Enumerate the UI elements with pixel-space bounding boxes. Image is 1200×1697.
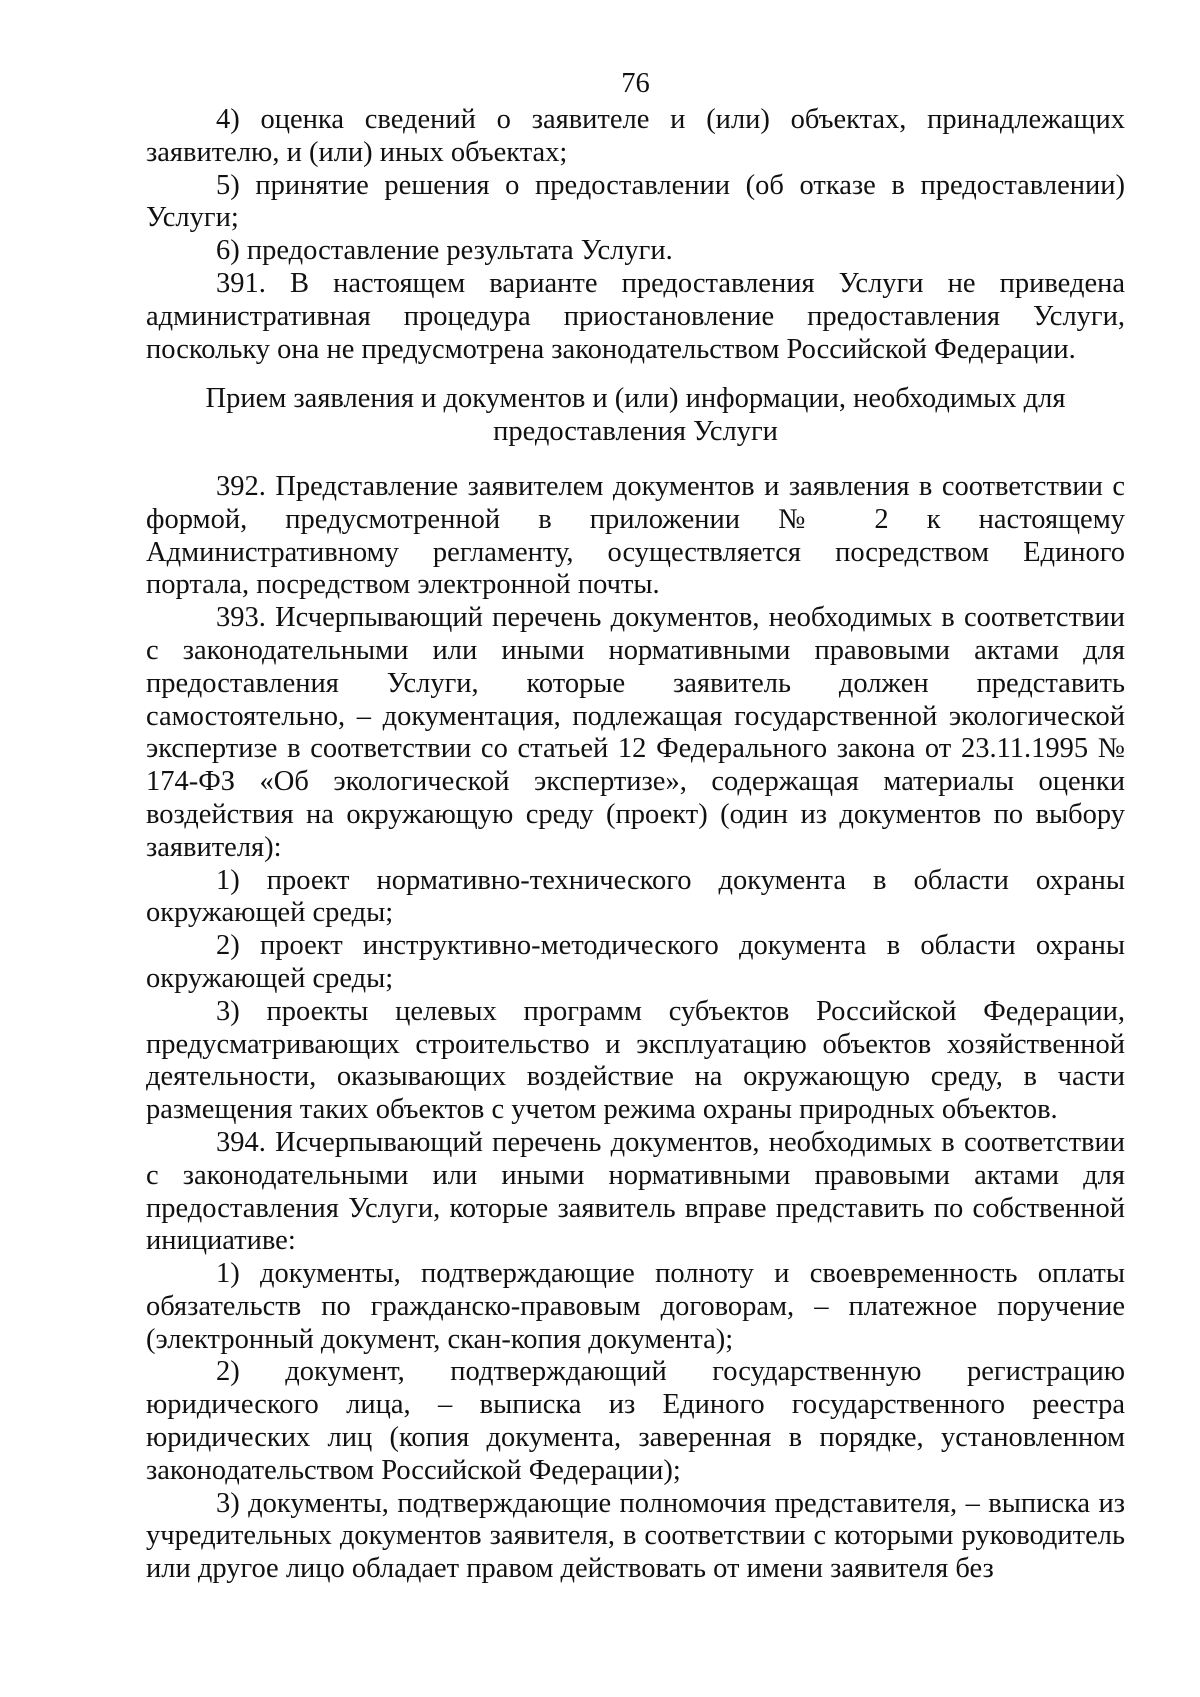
page-number: 76 — [621, 68, 650, 99]
document-page — [146, 68, 1125, 1586]
paragraph-393-item-3: 3) проекты целевых программ субъектов Российской Федерации, предусматривающих строительство и эксплуатацию объектов хозяйственной деятельности, оказывающих воздействие на окружающую среду, в части размещения таких объектов с учетом режима охраны природных объектов. — [146, 995, 1125, 1126]
list-item-6: 6) предоставление результата Услуги. — [216, 235, 673, 267]
paragraph-391: 391. В настоящем варианте предоставления Услуги не приведена административная процедура приостановление предоставления Услуги, поскольку она не предусмотрена законодательством Российской Федерации. — [146, 267, 1125, 365]
list-item-5: 5) принятие решения о предоставлении (об отказе в предоставлении) Услуги; — [146, 169, 1125, 234]
section-heading: Прием заявления и документов и (или) информации, необходимых для предоставления Услуги — [205, 383, 1066, 448]
paragraph-392: 392. Представление заявителем документов и заявления в соответствии с формой, предусмотренной в приложении № 2 к настоящему Административному регламенту, осуществляется посредством Единого портала, посредством электронной почты. — [146, 470, 1125, 601]
paragraph-393: 393. Исчерпывающий перечень документов, необходимых в соответствии с законодательными или иными нормативными правовыми актами для предоставления Услуги, которые заявитель должен представить самостоятельно, – документация, подлежащая государственной экологической экспертизе в соответствии со статьей 12 Федерального закона от 23.11.1995 № 174-ФЗ «Об экологической экспертизе», содержащая материалы оценки воздействия на окружающую среду (проект) (один из документов по выбору заявителя): — [146, 602, 1125, 863]
paragraph-393-item-1: 1) проект нормативно-технического документа в области охраны окружающей среды; — [146, 864, 1125, 929]
paragraph-394: 394. Исчерпывающий перечень документов, необходимых в соответствии с законодательными или иными нормативными правовыми актами для предоставления Услуги, которые заявитель вправе представить по собственной инициативе: — [146, 1126, 1125, 1257]
paragraph-394-item-3: 3) документы, подтверждающие полномочия представителя, – выписка из учредительных документов заявителя, в соответствии с которыми руководитель или другое лицо обладает правом действовать от имени заявителя без — [146, 1487, 1125, 1585]
paragraph-394-item-2: 2) документ, подтверждающий государственную регистрацию юридического лица, – выписка из Единого государственного реестра юридических лиц (копия документа, заверенная в порядке, установленном законодательством Российской Федерации); — [146, 1356, 1125, 1486]
list-item-4: 4) оценка сведений о заявителе и (или) объектах, принадлежащих заявителю, и (или) иных объектах; — [146, 104, 1125, 168]
paragraph-394-item-1: 1) документы, подтверждающие полноту и своевременность оплаты обязательств по гражданско-правовым договорам, – платежное поручение (электронный документ, скан-копия документа); — [146, 1258, 1125, 1355]
paragraph-393-item-2: 2) проект инструктивно-методического документа в области охраны окружающей среды; — [146, 930, 1125, 994]
